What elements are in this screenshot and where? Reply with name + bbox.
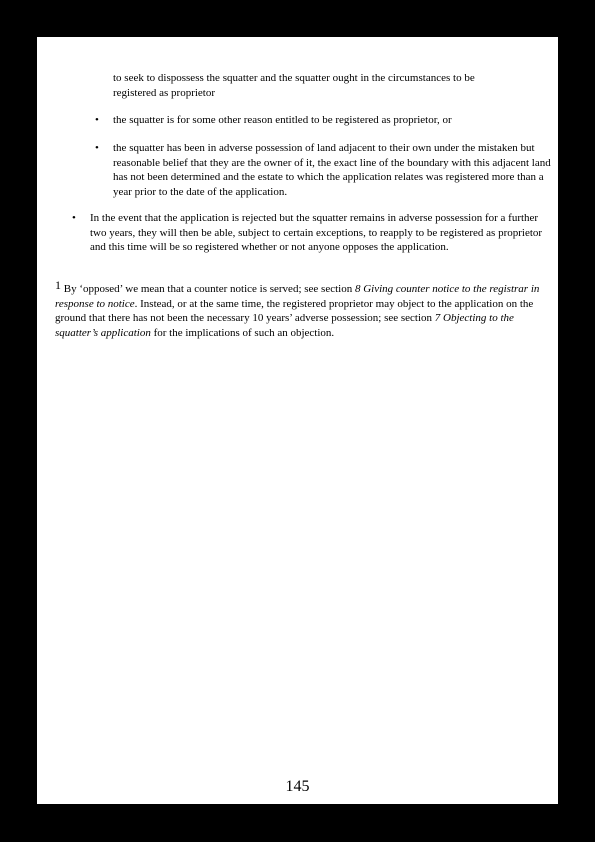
- page-number: 145: [285, 778, 310, 795]
- continuation-text: to seek to dispossess the squatter and the squatter ought in the circumstances to be registered as proprietor: [113, 72, 475, 99]
- footnote-section-link[interactable]: 7 Objecting to the squatter’s application: [55, 312, 514, 339]
- footnote-marker: 1: [55, 278, 61, 292]
- bullet-text: the squatter has been in adverse possession of land adjacent to their own under the mistaken but reasonable belief that they are the owner of it, the exact line of the boundary with this adjacent land has not been determined and the estate to which the application relates was registered more than a year prior to the date of the application.: [113, 142, 551, 198]
- bullet-text: the squatter is for some other reason entitled to be registered as proprietor, or: [113, 114, 452, 126]
- footnote-text: . Instead, or at the same time, the registered proprietor may object to the application on the ground that there has not been the necessary 10 years’ adverse possession; see section: [55, 297, 534, 324]
- bullet-icon: •: [72, 212, 76, 224]
- footnote-section-link[interactable]: 8 Giving counter notice to the registrar in response to notice: [55, 283, 540, 310]
- document-page: [37, 37, 558, 804]
- footnote: [55, 278, 547, 340]
- bullet-text: In the event that the application is rejected but the squatter remains in adverse possession for a further two years, they will then be able, subject to certain exceptions, to reapply to be registered as proprietor and this time will be so registered whether or not anyone opposes the application.: [90, 212, 543, 253]
- footnote-text: for the implications of such an objection.: [150, 326, 335, 339]
- footnote-text: By ‘opposed’ we mean that a counter notice is served; see section: [61, 283, 355, 295]
- bullet-icon: •: [95, 142, 99, 154]
- bullet-icon: •: [95, 114, 99, 126]
